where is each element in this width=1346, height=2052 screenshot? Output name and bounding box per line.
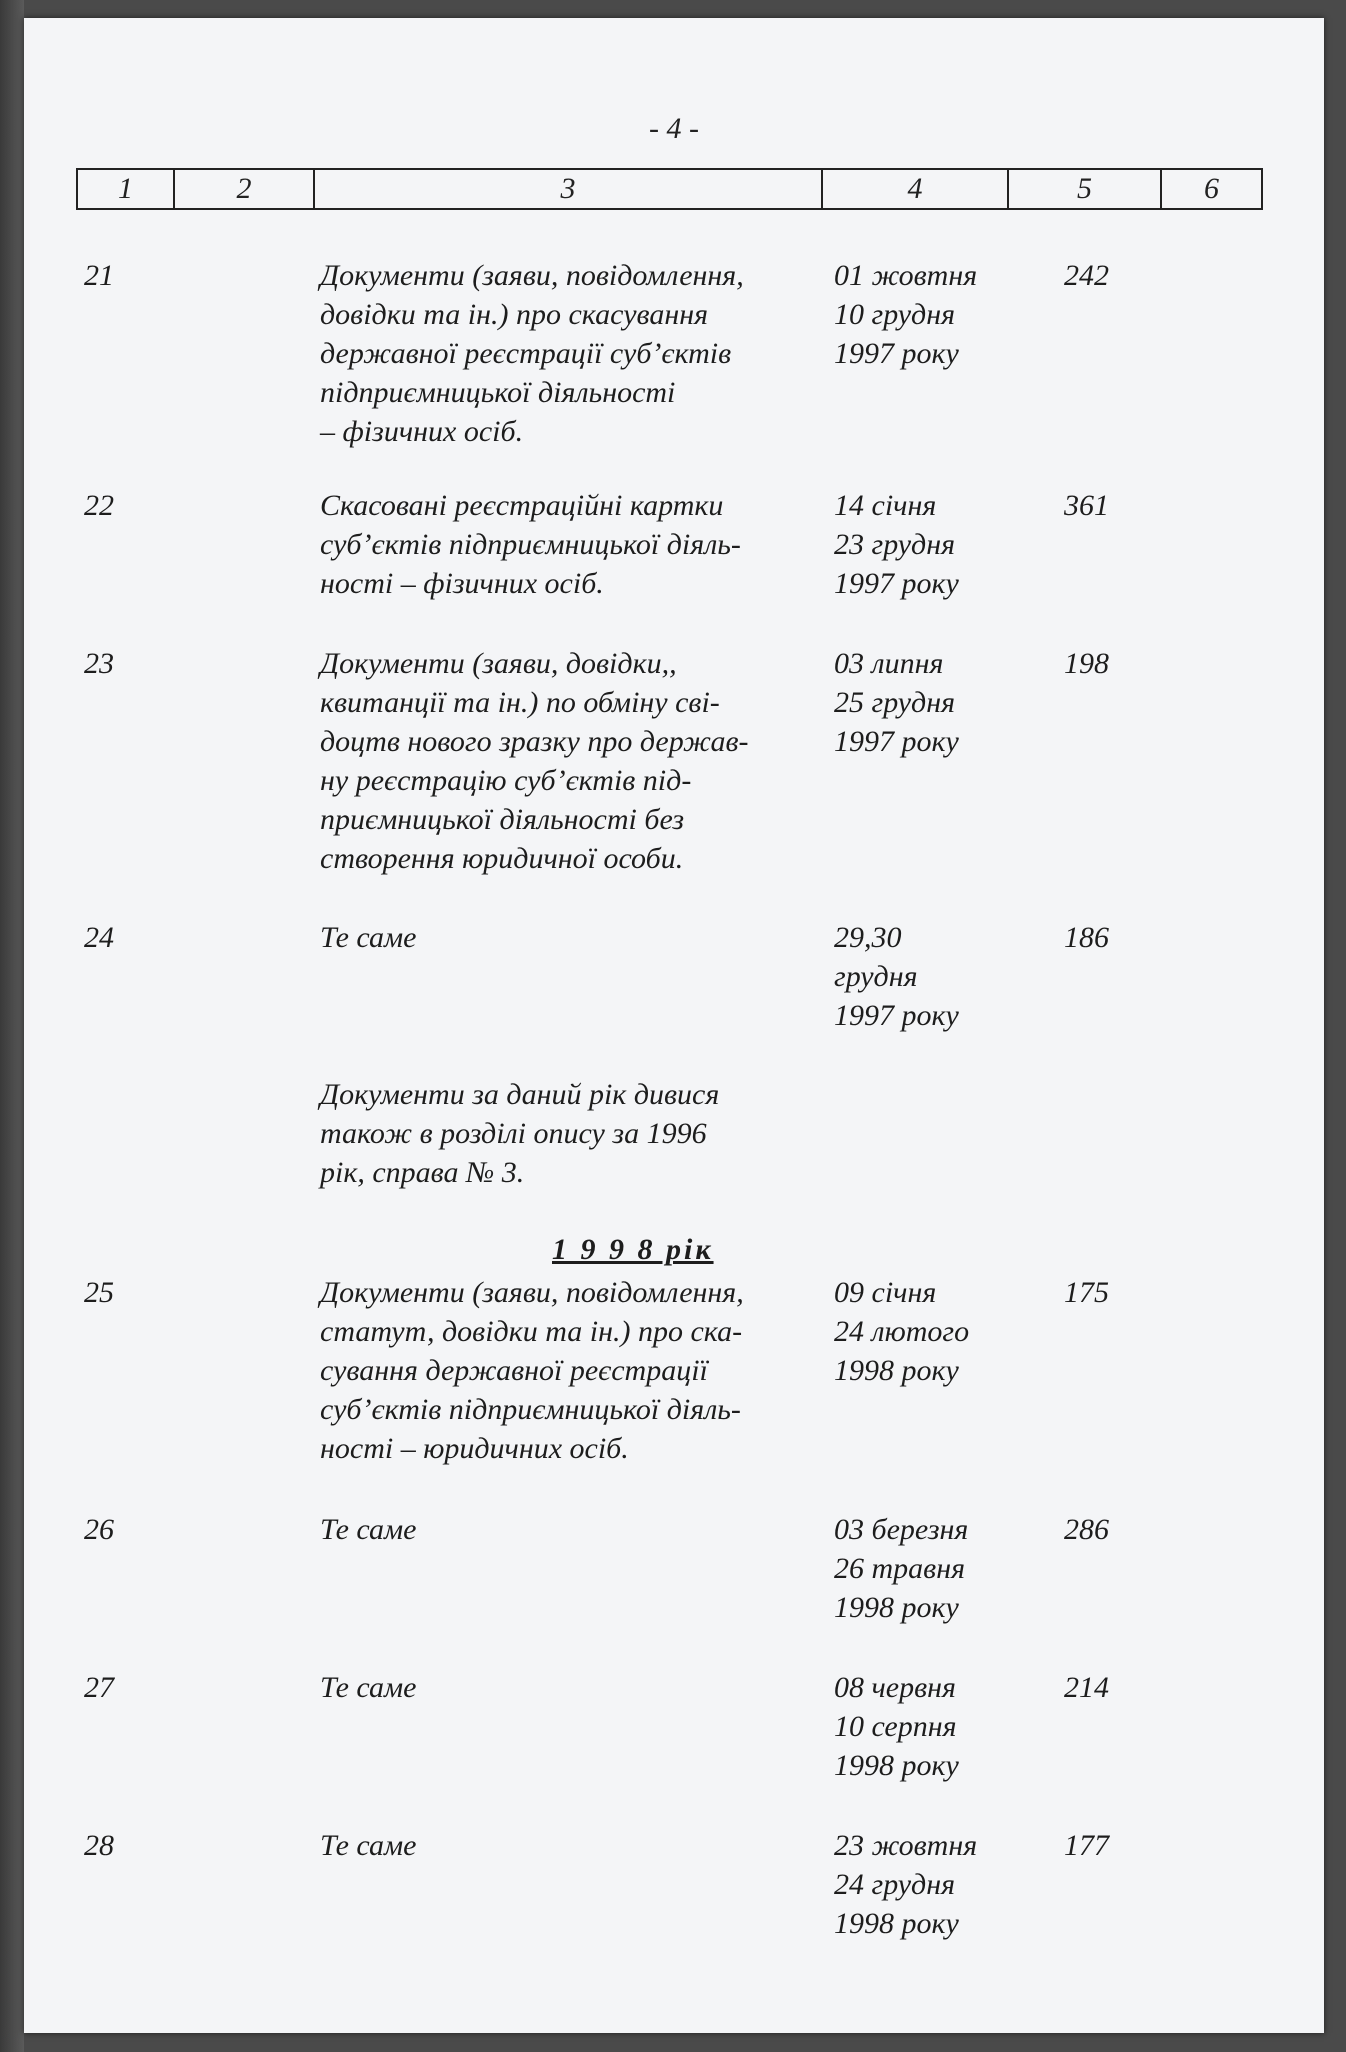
entry-number: 28 [84, 1829, 114, 1862]
document-page [24, 18, 1324, 2033]
entry-number: 25 [84, 1276, 114, 1309]
entry-count: 361 [1064, 489, 1109, 522]
entry-dates: 29,30 грудня 1997 року [834, 921, 959, 1032]
entry-count: 214 [1064, 1671, 1109, 1704]
cross-reference-note: Документи за даний рік дивися також в розділі опису за 1996 рік, справа № 3. [320, 1078, 720, 1189]
column-header-5: 5 [1008, 169, 1161, 209]
entry-dates: 23 жовтня 24 грудня 1998 року [834, 1829, 978, 1940]
entry-title: Документи (заяви, повідомлення, статут, довідки та ін.) про ска- сування державної реєстрації суб’єктів підприємницької діяль- ності – юридичних осіб. [320, 1276, 744, 1465]
entry-count: 198 [1064, 647, 1109, 680]
column-header-4: 4 [822, 169, 1008, 209]
column-header-table [76, 168, 1263, 210]
entry-dates: 03 березня 26 травня 1998 року [834, 1513, 969, 1624]
entry-count: 175 [1064, 1276, 1109, 1309]
entry-dates: 08 червня 10 серпня 1998 року [834, 1671, 959, 1782]
column-header-1: 1 [77, 169, 174, 209]
entry-dates: 09 січня 24 лютого 1998 року [834, 1276, 970, 1387]
column-header-6: 6 [1161, 169, 1262, 209]
entry-number: 22 [84, 489, 114, 522]
entry-number: 26 [84, 1513, 114, 1546]
entry-count: 177 [1064, 1829, 1109, 1862]
entry-title: Те саме [320, 921, 417, 954]
entry-number: 23 [84, 647, 114, 680]
entry-title: Те саме [320, 1829, 417, 1862]
page-number: - 4 - [649, 112, 699, 145]
entry-title: Те саме [320, 1671, 417, 1704]
entry-count: 286 [1064, 1513, 1109, 1546]
entry-dates: 14 січня 23 грудня 1997 року [834, 489, 959, 600]
entry-count: 242 [1064, 259, 1109, 292]
entry-number: 27 [84, 1671, 114, 1704]
entry-title: Документи (заяви, довідки,, квитанції та ін.) по обміну сві- доцтв нового зразку про держав- ну реєстрацію суб’єктів під- приємницької діяльності без створення юридичної особи. [320, 647, 749, 875]
entry-number: 24 [84, 921, 114, 954]
book-binding [0, 0, 24, 2052]
entry-title: Те саме [320, 1513, 417, 1546]
year-heading: 1 9 9 8 рік [552, 1233, 714, 1266]
column-header-2: 2 [174, 169, 314, 209]
entry-title: Документи (заяви, повідомлення, довідки та ін.) про скасування державної реєстрації суб’єктів підприємницької діяльності – фізичних осіб. [320, 259, 744, 448]
column-header-3: 3 [314, 169, 822, 209]
entry-count: 186 [1064, 921, 1109, 954]
entry-dates: 03 липня 25 грудня 1997 року [834, 647, 959, 758]
entry-dates: 01 жовтня 10 грудня 1997 року [834, 259, 978, 370]
entry-title: Скасовані реєстраційні картки суб’єктів підприємницької діяль- ності – фізичних осіб. [320, 489, 741, 600]
entry-number: 21 [84, 259, 114, 292]
